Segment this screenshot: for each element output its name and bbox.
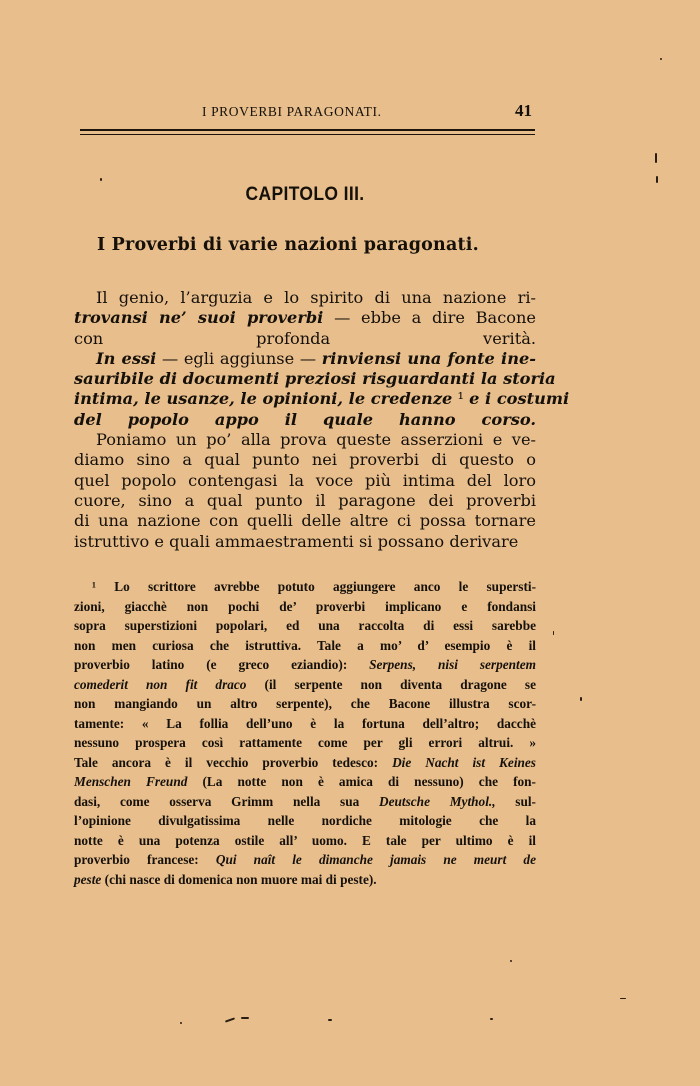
text-run: notte è una potenza ostile all’ uomo. E tale per ultimo è il (74, 832, 536, 848)
italic-text: comederit non fit draco (74, 676, 247, 692)
footnote-line (74, 616, 536, 636)
text-run: istruttivo e quali ammaestramenti si possano derivare (74, 531, 519, 551)
text-run: ¹ (452, 389, 470, 409)
scan-speck (655, 153, 657, 163)
text-run: dasi, come osserva Grimm nella sua (74, 793, 380, 809)
text-run: Tale ancora è il vecchio proverbio tedesco: (74, 754, 393, 770)
body-line (74, 532, 536, 552)
italic-text: Deutsche Mythol., (379, 793, 496, 809)
text-run: l’opinione divulgatissima nelle nordiche mitologie che la (74, 813, 536, 828)
body-line (74, 288, 536, 308)
text-run: — egli aggiunse — (156, 348, 322, 368)
body-line (74, 450, 536, 470)
footnote-line (74, 636, 536, 656)
footnote-line (74, 792, 536, 812)
footnote-line (74, 694, 536, 714)
italic-text: Menschen Freund (74, 774, 188, 789)
footnote-line (74, 811, 536, 831)
text-run: ¹ Lo scrittore avrebbe potuto aggiungere anco le supersti- (92, 579, 536, 594)
italic-text: rinviensi una fonte ine- (321, 348, 536, 368)
text-run: (La notte non è amica di nessuno) che fon- (187, 774, 536, 789)
text-run: sopra superstizioni popolari, ed una raccolta di essi sarebbe (74, 618, 536, 633)
text-run: zioni, giacchè non pochi de’ proverbi implicano e fondansi (74, 598, 536, 614)
italic-text: In essi (96, 348, 157, 368)
italic-text: del popolo appo il quale hanno corso. (74, 409, 536, 429)
italic-text: Serpens, nisi serpentem (369, 657, 536, 672)
scan-speck (490, 1018, 493, 1020)
body-line (74, 349, 536, 369)
text-run: cuore, sino a qual punto il paragone dei proverbi (74, 490, 536, 510)
italic-text: Die Nacht ist Keines (392, 754, 536, 770)
body-line (74, 329, 536, 349)
scan-speck (180, 1022, 182, 1024)
text-run: diamo sino a qual punto nei proverbi di questo o (74, 450, 536, 470)
text-run: (il serpente non diventa dragone se (246, 676, 536, 692)
body-line (74, 471, 536, 491)
italic-text: sauribile di documenti preziosi risguardanti la storia (74, 369, 556, 389)
footnote-line (74, 597, 536, 617)
scan-speck (580, 697, 582, 701)
running-head (96, 101, 536, 124)
text-run: con profonda verità. (74, 328, 536, 348)
body-line (74, 369, 556, 389)
footnote-line (74, 870, 536, 890)
scan-speck (225, 1017, 235, 1022)
footnote-line (74, 733, 536, 753)
footnote-line (74, 772, 536, 792)
chapter-subtitle: I Proverbi di varie nazioni paragonati. (97, 235, 479, 255)
italic-text: e i costumi (469, 389, 570, 409)
scan-speck (241, 1017, 249, 1019)
text-run: quel popolo contengasi la voce più intima del loro (74, 470, 536, 490)
text-run: sul- (495, 793, 536, 809)
footnote-line (74, 753, 536, 773)
italic-text: intima, le usanze, le opinioni, le credenze (74, 389, 453, 409)
footnotes (74, 577, 536, 889)
body-line (74, 308, 536, 328)
footnote-line (74, 675, 536, 695)
footnote-line (74, 831, 536, 851)
body-line (74, 389, 570, 409)
text-run: nessuno prospera così rattamente come per gli errori altrui. » (74, 735, 536, 750)
running-title: I PROVERBI PARAGONATI. (202, 104, 382, 119)
page-number: 41 (515, 101, 532, 120)
body-line (74, 410, 536, 430)
text-run: non men curiosa che istruttiva. Tale a mo’ d’ esempio è il (74, 637, 536, 653)
header-rule-thin (80, 134, 535, 135)
footnote-line (74, 577, 536, 597)
scan-speck (553, 631, 554, 635)
text-run: non mangiando un altro serpente), che Bacone illustra scor- (74, 696, 536, 711)
footnote-line (74, 850, 536, 870)
footnote-line (74, 714, 536, 734)
body-line (74, 491, 536, 511)
scan-speck (510, 960, 512, 962)
scan-speck (620, 998, 626, 999)
text-run: (chi nasce di domenica non muore mai di peste). (101, 871, 377, 887)
text-run: Poniamo un po’ alla prova queste asserzioni e ve- (96, 430, 536, 450)
body-line (74, 511, 536, 531)
scan-speck (660, 58, 662, 60)
scan-speck (656, 176, 658, 183)
text-run: di una nazione con quelli delle altre ci possa tornare (74, 511, 536, 531)
footnote-line (74, 655, 536, 675)
text-run: proverbio francese: (74, 852, 216, 867)
text-run: tamente: « La follia dell’uno è la fortuna dell’altro; dacchè (74, 715, 536, 731)
italic-text: Qui naît le dimanche jamais ne meurt de (215, 852, 536, 867)
text-run: proverbio latino (e greco eziandio): (74, 657, 370, 672)
header-rule-thick (80, 129, 535, 131)
italic-text: peste (74, 871, 102, 887)
scan-speck (328, 1019, 332, 1021)
text-run: — ebbe a dire Bacone (323, 308, 537, 328)
chapter-heading: CAPITOLO III. (245, 184, 365, 205)
text-run: Il genio, l’arguzia e lo spirito di una nazione ri- (96, 288, 536, 307)
italic-text: trovansi ne’ suoi proverbi (74, 308, 324, 328)
body-line (74, 430, 536, 450)
scan-speck (100, 178, 102, 181)
body-text (74, 288, 570, 552)
